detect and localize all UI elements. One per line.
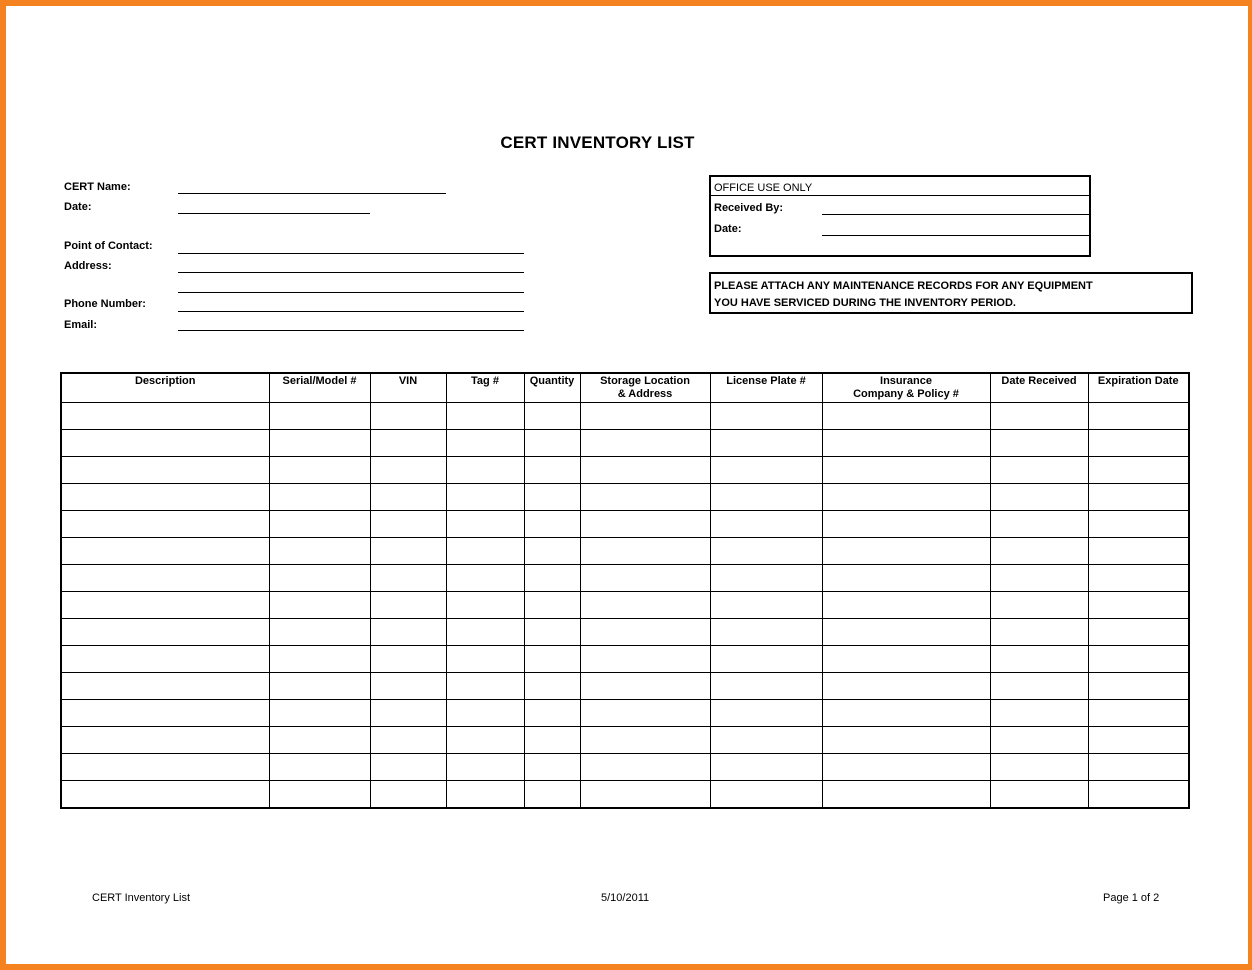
table-cell[interactable] [1088, 754, 1189, 781]
point-of-contact-field[interactable] [178, 253, 524, 254]
table-cell[interactable] [710, 565, 822, 592]
table-cell[interactable] [710, 646, 822, 673]
table-cell[interactable] [446, 592, 524, 619]
table-cell[interactable] [580, 646, 710, 673]
table-cell[interactable] [446, 511, 524, 538]
table-cell[interactable] [61, 430, 269, 457]
table-cell[interactable] [370, 538, 446, 565]
table-cell[interactable] [370, 430, 446, 457]
table-cell[interactable] [524, 673, 580, 700]
table-cell[interactable] [370, 511, 446, 538]
table-cell[interactable] [1088, 673, 1189, 700]
table-cell[interactable] [269, 700, 370, 727]
table-cell[interactable] [370, 754, 446, 781]
cert-name-label: CERT Name: [64, 181, 131, 193]
email-label: Email: [64, 319, 98, 331]
address-field-line-1[interactable] [178, 272, 524, 273]
table-row [61, 754, 1189, 781]
table-cell[interactable] [524, 457, 580, 484]
cert-name-field[interactable] [178, 193, 446, 194]
table-cell[interactable] [710, 673, 822, 700]
col-header-storage-location: Storage Location & Address [580, 373, 710, 403]
table-cell[interactable] [1088, 727, 1189, 754]
table-cell[interactable] [990, 700, 1088, 727]
table-cell[interactable] [822, 727, 990, 754]
table-cell[interactable] [61, 592, 269, 619]
table-cell[interactable] [990, 457, 1088, 484]
table-cell[interactable] [822, 538, 990, 565]
office-use-heading: OFFICE USE ONLY [714, 182, 813, 194]
table-cell[interactable] [61, 727, 269, 754]
inventory-table [60, 372, 1190, 809]
table-header-row [61, 373, 1189, 403]
table-cell[interactable] [580, 457, 710, 484]
table-cell[interactable] [710, 457, 822, 484]
table-cell[interactable] [710, 754, 822, 781]
table-cell[interactable] [524, 403, 580, 430]
table-cell[interactable] [446, 781, 524, 809]
table-cell[interactable] [990, 538, 1088, 565]
table-cell[interactable] [269, 646, 370, 673]
table-cell[interactable] [446, 484, 524, 511]
table-cell[interactable] [269, 673, 370, 700]
table-cell[interactable] [446, 457, 524, 484]
table-cell[interactable] [370, 403, 446, 430]
table-cell[interactable] [822, 646, 990, 673]
table-cell[interactable] [524, 700, 580, 727]
office-use-box [709, 175, 1091, 257]
table-cell[interactable] [269, 781, 370, 809]
table-cell[interactable] [370, 700, 446, 727]
date-field[interactable] [178, 213, 370, 214]
table-cell[interactable] [822, 592, 990, 619]
table-cell[interactable] [710, 484, 822, 511]
table-cell[interactable] [822, 457, 990, 484]
table-row [61, 565, 1189, 592]
table-cell[interactable] [269, 511, 370, 538]
table-cell[interactable] [370, 457, 446, 484]
table-cell[interactable] [370, 727, 446, 754]
table-cell[interactable] [269, 430, 370, 457]
table-cell[interactable] [61, 754, 269, 781]
table-cell[interactable] [269, 754, 370, 781]
table-cell[interactable] [822, 781, 990, 809]
table-row [61, 646, 1189, 673]
table-cell[interactable] [580, 700, 710, 727]
table-cell[interactable] [822, 403, 990, 430]
table-cell[interactable] [710, 592, 822, 619]
email-field[interactable] [178, 330, 524, 331]
table-row [61, 619, 1189, 646]
table-cell[interactable] [446, 565, 524, 592]
table-cell[interactable] [990, 727, 1088, 754]
notice-line-2: YOU HAVE SERVICED DURING THE INVENTORY PERIOD. [714, 297, 1016, 309]
phone-number-label: Phone Number: [64, 298, 146, 310]
table-cell[interactable] [990, 754, 1088, 781]
address-field-line-2[interactable] [178, 292, 524, 293]
table-cell[interactable] [580, 592, 710, 619]
table-cell[interactable] [61, 646, 269, 673]
table-cell[interactable] [524, 646, 580, 673]
table-cell[interactable] [370, 619, 446, 646]
table-cell[interactable] [1088, 511, 1189, 538]
document-title: CERT INVENTORY LIST [500, 133, 695, 152]
notice-line-1: PLEASE ATTACH ANY MAINTENANCE RECORDS FOR ANY EQUIPMENT [714, 280, 1093, 292]
table-cell[interactable] [710, 430, 822, 457]
received-by-field[interactable] [822, 214, 1089, 215]
table-cell[interactable] [580, 619, 710, 646]
footer-page-number: Page 1 of 2 [1103, 892, 1160, 904]
col-header-date-received: Date Received [990, 373, 1088, 403]
address-label: Address: [64, 260, 112, 272]
table-cell[interactable] [990, 484, 1088, 511]
received-by-label: Received By: [714, 202, 784, 214]
table-cell[interactable] [446, 430, 524, 457]
table-cell[interactable] [61, 673, 269, 700]
table-cell[interactable] [990, 430, 1088, 457]
table-cell[interactable] [580, 754, 710, 781]
table-cell[interactable] [1088, 646, 1189, 673]
table-row [61, 727, 1189, 754]
table-cell[interactable] [370, 781, 446, 809]
table-cell[interactable] [822, 673, 990, 700]
col-header-vin: VIN [370, 373, 446, 403]
table-cell[interactable] [446, 727, 524, 754]
table-cell[interactable] [822, 754, 990, 781]
table-cell[interactable] [1088, 619, 1189, 646]
office-date-label: Date: [714, 223, 742, 235]
table-cell[interactable] [61, 457, 269, 484]
table-row [61, 781, 1189, 809]
table-cell[interactable] [710, 700, 822, 727]
table-cell[interactable] [524, 619, 580, 646]
table-cell[interactable] [990, 619, 1088, 646]
table-cell[interactable] [61, 511, 269, 538]
table-cell[interactable] [990, 592, 1088, 619]
table-cell[interactable] [710, 781, 822, 809]
table-row [61, 457, 1189, 484]
table-row [61, 592, 1189, 619]
table-cell[interactable] [370, 484, 446, 511]
table-row [61, 538, 1189, 565]
table-cell[interactable] [269, 727, 370, 754]
table-cell[interactable] [822, 511, 990, 538]
table-cell[interactable] [990, 403, 1088, 430]
table-cell[interactable] [822, 430, 990, 457]
maintenance-notice-box [709, 272, 1193, 314]
table-cell[interactable] [61, 538, 269, 565]
table-cell[interactable] [710, 403, 822, 430]
table-cell[interactable] [580, 673, 710, 700]
table-cell[interactable] [710, 619, 822, 646]
table-cell[interactable] [990, 565, 1088, 592]
table-cell[interactable] [1088, 430, 1189, 457]
table-cell[interactable] [1088, 403, 1189, 430]
table-cell[interactable] [580, 484, 710, 511]
table-cell[interactable] [710, 511, 822, 538]
table-cell[interactable] [710, 727, 822, 754]
table-cell[interactable] [580, 538, 710, 565]
table-cell[interactable] [370, 592, 446, 619]
table-cell[interactable] [370, 565, 446, 592]
col-header-serial-model: Serial/Model # [269, 373, 370, 403]
table-cell[interactable] [524, 430, 580, 457]
table-cell[interactable] [990, 646, 1088, 673]
table-row [61, 511, 1189, 538]
table-cell[interactable] [61, 781, 269, 809]
table-cell[interactable] [580, 511, 710, 538]
footer-document-name: CERT Inventory List [92, 892, 191, 904]
table-cell[interactable] [61, 565, 269, 592]
table-cell[interactable] [1088, 457, 1189, 484]
table-row [61, 700, 1189, 727]
table-cell[interactable] [990, 511, 1088, 538]
table-cell[interactable] [822, 484, 990, 511]
col-header-expiration-date: Expiration Date [1088, 373, 1189, 403]
table-cell[interactable] [710, 538, 822, 565]
footer-date: 5/10/2011 [601, 892, 650, 904]
table-cell[interactable] [370, 646, 446, 673]
table-cell[interactable] [524, 565, 580, 592]
table-cell[interactable] [1088, 700, 1189, 727]
table-row [61, 430, 1189, 457]
table-cell[interactable] [269, 592, 370, 619]
col-header-license-plate: License Plate # [710, 373, 822, 403]
table-cell[interactable] [524, 754, 580, 781]
table-cell[interactable] [1088, 538, 1189, 565]
table-cell[interactable] [580, 727, 710, 754]
table-cell[interactable] [446, 754, 524, 781]
table-cell[interactable] [446, 538, 524, 565]
table-cell[interactable] [580, 781, 710, 809]
col-header-description: Description [61, 373, 269, 403]
table-cell[interactable] [524, 484, 580, 511]
inventory-table-body [61, 403, 1189, 809]
table-cell[interactable] [269, 403, 370, 430]
col-header-tag: Tag # [446, 373, 524, 403]
table-cell[interactable] [269, 565, 370, 592]
date-label: Date: [64, 201, 92, 213]
table-cell[interactable] [524, 592, 580, 619]
table-cell[interactable] [446, 619, 524, 646]
table-row [61, 673, 1189, 700]
table-row [61, 403, 1189, 430]
table-cell[interactable] [61, 484, 269, 511]
table-cell[interactable] [524, 538, 580, 565]
office-use-divider [711, 195, 1089, 196]
point-of-contact-label: Point of Contact: [64, 240, 153, 252]
table-cell[interactable] [269, 484, 370, 511]
table-cell[interactable] [524, 781, 580, 809]
table-cell[interactable] [1088, 484, 1189, 511]
table-cell[interactable] [580, 565, 710, 592]
table-cell[interactable] [822, 619, 990, 646]
table-cell[interactable] [1088, 592, 1189, 619]
table-cell[interactable] [61, 403, 269, 430]
table-cell[interactable] [580, 403, 710, 430]
table-cell[interactable] [61, 700, 269, 727]
table-cell[interactable] [1088, 781, 1189, 809]
table-cell[interactable] [822, 565, 990, 592]
table-cell[interactable] [370, 673, 446, 700]
table-cell[interactable] [524, 727, 580, 754]
table-cell[interactable] [446, 403, 524, 430]
table-row [61, 484, 1189, 511]
table-cell[interactable] [446, 700, 524, 727]
table-cell[interactable] [822, 700, 990, 727]
col-header-insurance: Insurance Company & Policy # [822, 373, 990, 403]
table-cell[interactable] [1088, 565, 1189, 592]
table-cell[interactable] [269, 619, 370, 646]
table-cell[interactable] [446, 646, 524, 673]
phone-number-field[interactable] [178, 311, 524, 312]
col-header-quantity: Quantity [524, 373, 580, 403]
table-cell[interactable] [990, 781, 1088, 809]
table-cell[interactable] [446, 673, 524, 700]
table-cell[interactable] [990, 673, 1088, 700]
table-cell[interactable] [269, 457, 370, 484]
office-date-field[interactable] [822, 235, 1089, 236]
table-cell[interactable] [580, 430, 710, 457]
table-cell[interactable] [269, 538, 370, 565]
table-cell[interactable] [524, 511, 580, 538]
table-cell[interactable] [61, 619, 269, 646]
